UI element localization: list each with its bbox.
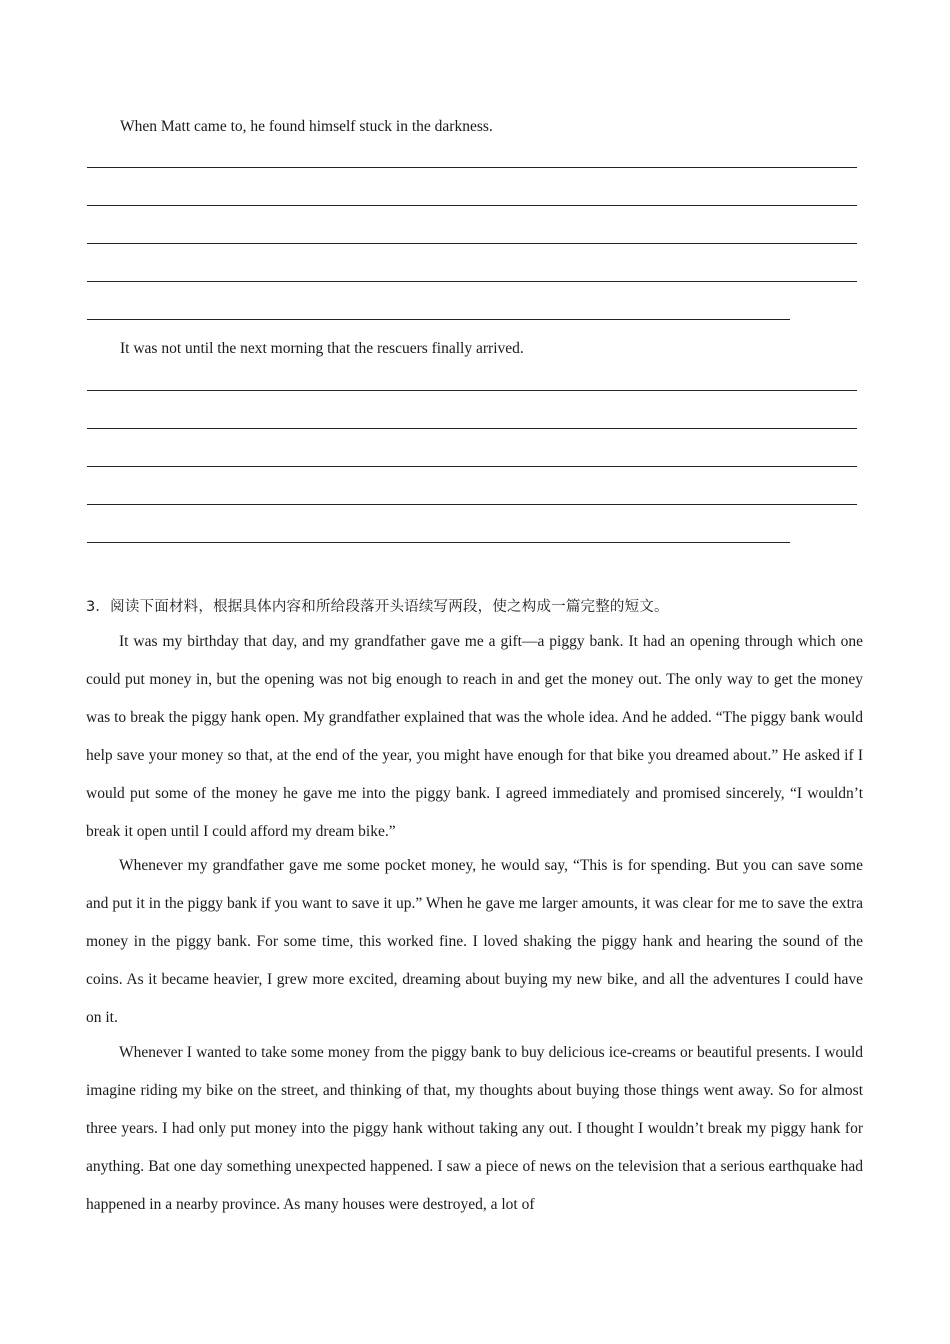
answer-line[interactable] bbox=[87, 167, 857, 168]
passage-paragraph-3: Whenever I wanted to take some money from the piggy bank to buy delicious ice-creams or beautiful presents. I would imagine riding my bike on the street, and thinking of that, my thoughts about buying those things went away. So for almost three years. I had only put money into the piggy hank without taking any out. I thought I wouldn’t break my piggy hank for anything. Bat one day something unexpected happened. I saw a piece of news on the television that a serious earthquake had happened in a nearby province. As many houses were destroyed, a lot of bbox=[86, 1044, 863, 1213]
continuation-prompt-2: It was not until the next morning that the rescuers finally arrived. bbox=[120, 340, 524, 357]
answer-line[interactable] bbox=[87, 243, 857, 244]
continuation-prompt-1: When Matt came to, he found himself stuck in the darkness. bbox=[120, 118, 493, 135]
answer-line[interactable] bbox=[87, 428, 857, 429]
question-3-heading bbox=[86, 597, 669, 617]
answer-line[interactable] bbox=[87, 466, 857, 467]
answer-line[interactable] bbox=[87, 281, 857, 282]
passage-paragraph-2: Whenever my grandfather gave me some pocket money, he would say, “This is for spending. But you can save some and put it in the piggy bank if you want to save it up.” When he gave me larger amounts, it was clear for me to save the extra money in the piggy bank. For some time, this worked fine. I loved shaking the piggy hank and hearing the sound of the coins. As it became heavier, I grew more excited, dreaming about buying my new bike, and all the adventures I could have on it. bbox=[86, 857, 863, 1026]
answer-line[interactable] bbox=[87, 542, 790, 543]
answer-line[interactable] bbox=[87, 205, 857, 206]
passage-paragraph-1: It was my birthday that day, and my grandfather gave me a gift—a piggy bank. It had an opening through which one could put money in, but the opening was not big enough to reach in and get the money out. The only way to get the money was to break the piggy hank open. My grandfather explained that was the whole idea. And he added. “The piggy bank would help save your money so that, at the end of the year, you might have enough for that bike you dreamed about.” He asked if I would put some of the money he gave me into the piggy bank. I agreed immediately and promised sincerely, “I wouldn’t break it open until I could afford my dream bike.” bbox=[86, 633, 863, 840]
question-instruction: 阅读下面材料，根据具体内容和所给段落开头语续写两段，使之构成一篇完整的短文。 bbox=[110, 599, 669, 615]
answer-line[interactable] bbox=[87, 504, 857, 505]
reading-passage bbox=[86, 623, 863, 1224]
question-number: 3． bbox=[86, 599, 111, 615]
answer-line[interactable] bbox=[87, 319, 790, 320]
answer-line[interactable] bbox=[87, 390, 857, 391]
